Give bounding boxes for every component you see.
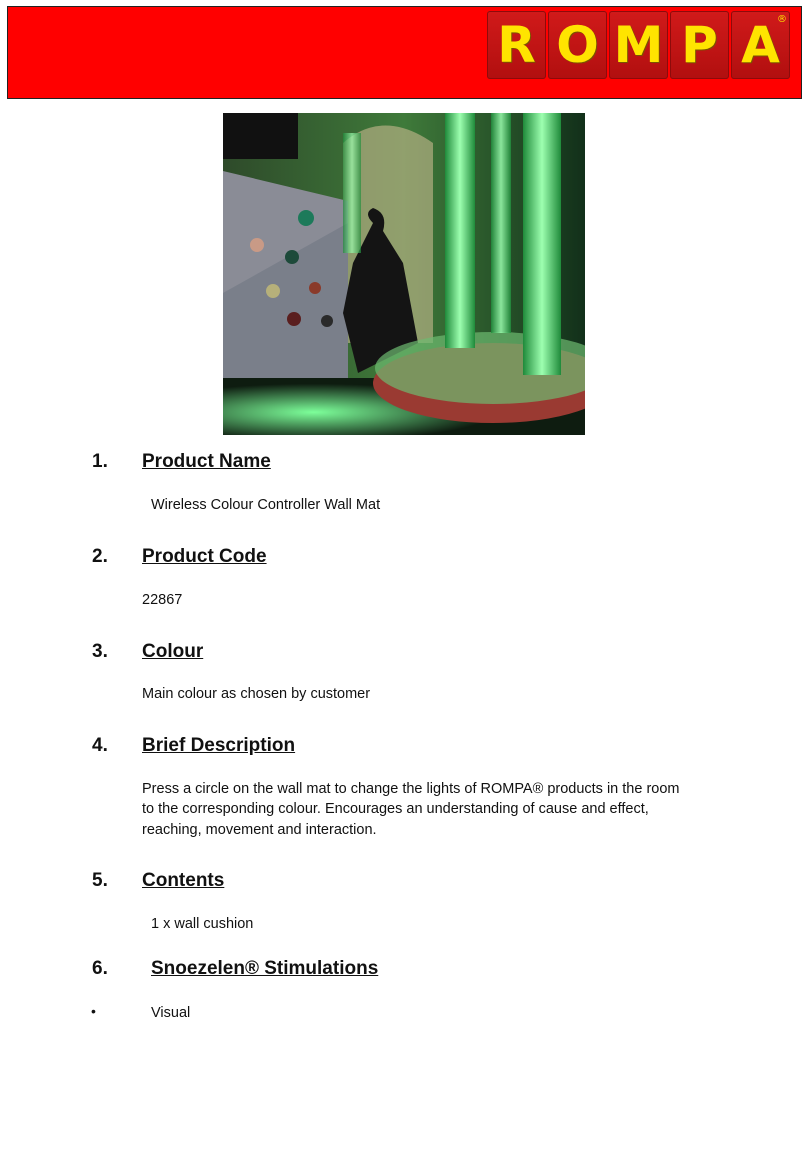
section-number: 3.: [92, 641, 108, 662]
description-line: Press a circle on the wall mat to change the lights of ROMPA® products in the room: [142, 781, 680, 797]
bullet-marker: •: [91, 1003, 96, 1019]
mat-circle: [321, 315, 333, 327]
section-number: 5.: [92, 870, 108, 891]
bubble-tube: [445, 113, 475, 348]
section-heading: Contents: [142, 870, 225, 891]
product-name-value: Wireless Colour Controller Wall Mat: [151, 497, 381, 513]
bubble-tube: [491, 113, 511, 333]
logo-tile: R: [487, 11, 546, 79]
rompa-logo: [487, 11, 792, 81]
logo-tile: O: [548, 11, 607, 79]
section-number: 4.: [92, 735, 108, 756]
section-heading: Brief Description: [142, 735, 296, 756]
description-line: reaching, movement and interaction.: [142, 822, 377, 838]
section-heading: Snoezelen® Stimulations: [151, 958, 379, 979]
mat-circle: [298, 210, 314, 226]
stimulation-item: Visual: [151, 1005, 191, 1021]
mat-circle: [266, 284, 280, 298]
logo-tile: A ®: [731, 11, 790, 79]
section-heading: Product Name: [142, 451, 271, 472]
mat-circle: [309, 282, 321, 294]
colour-value: Main colour as chosen by customer: [142, 686, 371, 702]
bubble-tube: [343, 133, 361, 253]
mat-circle: [250, 238, 264, 252]
logo-tile: M: [609, 11, 668, 79]
section-number: 6.: [92, 958, 108, 979]
section-heading: Product Code: [142, 546, 267, 567]
description-line: to the corresponding colour. Encourages an understanding of cause and effect,: [142, 801, 649, 817]
product-code-value: 22867: [142, 592, 183, 608]
tv-screen: [223, 113, 298, 159]
mat-circle: [287, 312, 301, 326]
section-heading: Colour: [142, 641, 204, 662]
product-photo: [223, 113, 585, 435]
section-number: 1.: [92, 451, 108, 472]
section-number: 2.: [92, 546, 108, 567]
logo-tile: P: [670, 11, 729, 79]
bubble-tube: [523, 113, 561, 375]
mat-circle: [285, 250, 299, 264]
contents-value: 1 x wall cushion: [151, 916, 254, 932]
